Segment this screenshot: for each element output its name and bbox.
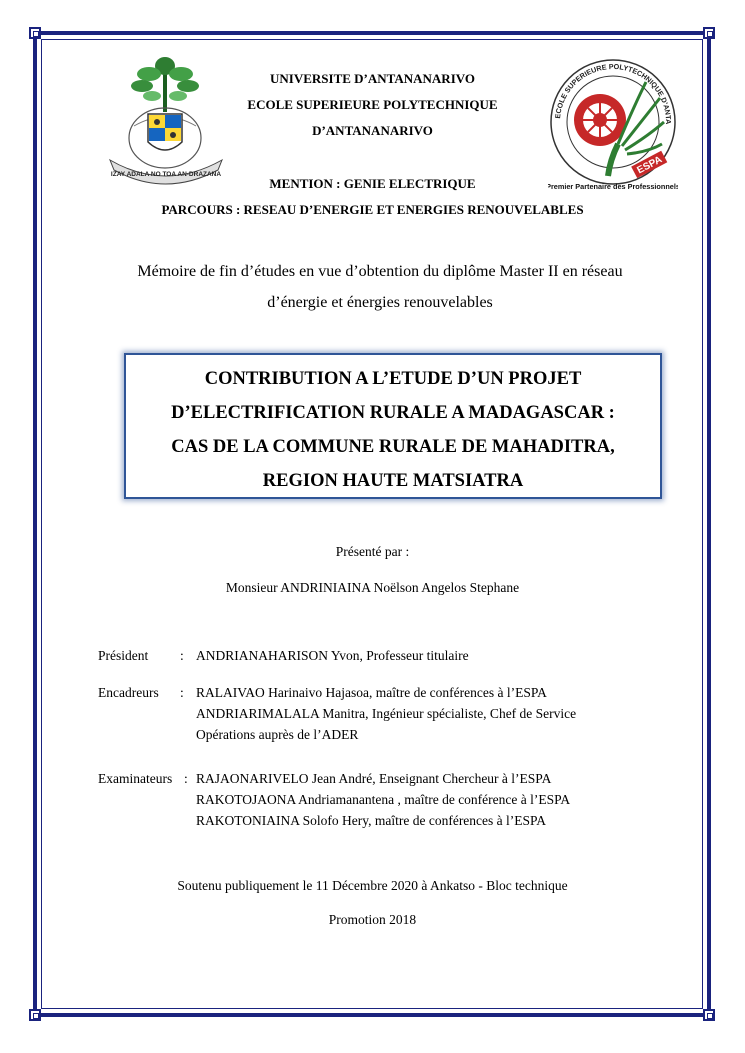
- thesis-title-box: [124, 353, 662, 499]
- border-corner-ornament: [703, 27, 715, 39]
- university-name: UNIVERSITE D’ANTANANARIVO: [270, 71, 475, 86]
- school-name-line2: D’ANTANANARIVO: [312, 123, 433, 138]
- jury-member: ANDRIARIMALALA Manitra, Ingénieur spécialiste, Chef de Service: [196, 706, 577, 721]
- memoire-description: Mémoire de fin d’études en vue d’obtention du diplôme Master II en réseau d’énergie et énergies renouvelables: [137, 263, 623, 311]
- university-motto: IZAY ADALA NO TOA AN-DRAZANA: [110, 171, 222, 178]
- presented-by-label: Présenté par :: [335, 544, 410, 559]
- thesis-title-line: REGION HAUTE MATSIATRA: [262, 471, 524, 491]
- promotion: Promotion 2018: [328, 912, 417, 927]
- border-corner-ornament: [29, 27, 41, 39]
- thesis-title-line: D’ELECTRIFICATION RURALE A MADAGASCAR :: [171, 403, 615, 423]
- jury-member: Opérations auprès de l’ADER: [196, 727, 359, 742]
- espa-ring-text: ECOLE SUPERIEURE POLYTECHNIQUE D'ANTA: [553, 61, 674, 125]
- parcours: PARCOURS : RESEAU D’ENERGIE ET ENERGIES RENOUVELABLES: [161, 202, 584, 217]
- author-name: Monsieur ANDRINIAINA Noëlson Angelos Stephane: [225, 580, 520, 595]
- defense-info: Soutenu publiquement le 11 Décembre 2020 à Ankatso - Bloc technique: [177, 878, 568, 893]
- mention: MENTION : GENIE ELECTRIQUE: [269, 176, 476, 191]
- jury-role-label: Examinateurs: [98, 771, 173, 786]
- espa-badge: [631, 151, 667, 178]
- jury-member: RAKOTONIAINA Solofo Hery, maître de conférences à l’ESPA: [196, 813, 547, 828]
- jury-member: RAKOTOJAONA Andriamanantena , maître de conférence à l’ESPA: [196, 792, 571, 807]
- jury-role-label: Encadreurs: [98, 685, 159, 700]
- espa-caption: Premier Partenaire des Professionnels: [548, 182, 678, 191]
- jury-member: RAJAONARIVELO Jean André, Enseignant Chercheur à l’ESPA: [196, 771, 552, 786]
- thesis-title-line: CAS DE LA COMMUNE RURALE DE MAHADITRA,: [171, 437, 615, 457]
- jury-member: RALAIVAO Harinaivo Hajasoa, maître de conférences à l’ESPA: [196, 685, 547, 700]
- school-name-line1: ECOLE SUPERIEURE POLYTECHNIQUE: [247, 97, 498, 112]
- border-corner-ornament: [29, 1009, 41, 1021]
- svg-text:ESPA: ESPA: [635, 154, 664, 177]
- jury-role-label: Président: [98, 648, 149, 663]
- border-corner-ornament: [703, 1009, 715, 1021]
- thesis-title-line: CONTRIBUTION A L’ETUDE D’UN PROJET: [204, 369, 582, 389]
- jury-member: ANDRIANAHARISON Yvon, Professeur titulaire: [196, 648, 469, 663]
